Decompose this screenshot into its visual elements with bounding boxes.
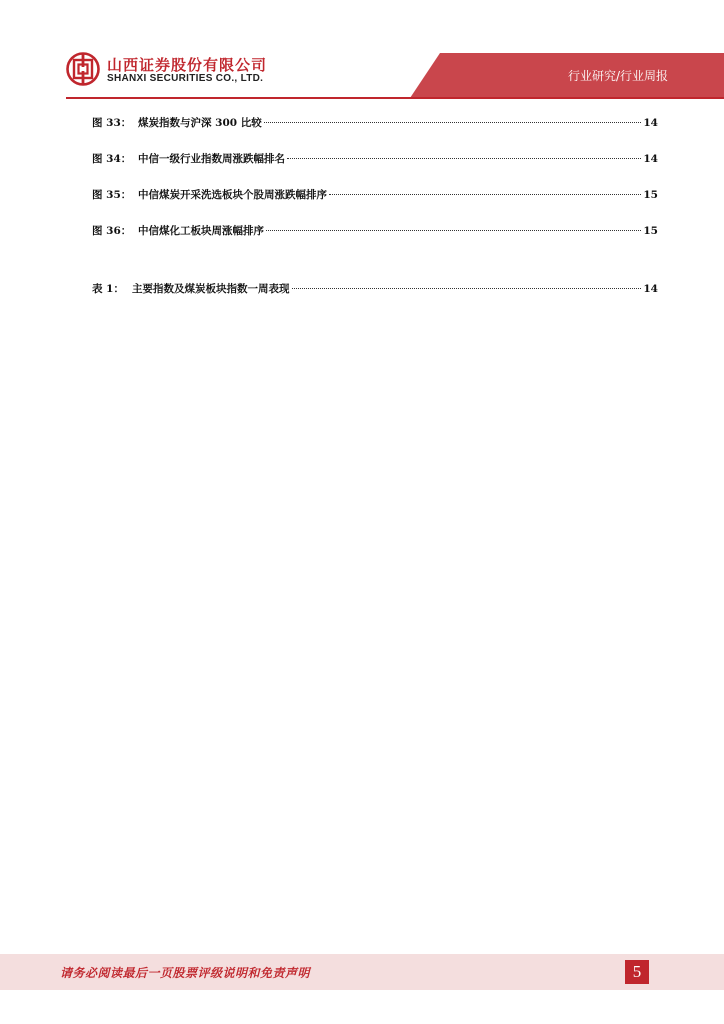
company-name-en: SHANXI SECURITIES CO., LTD. (107, 73, 264, 84)
toc-entry-title: 中信煤化工板块周涨幅排序 (138, 225, 264, 237)
toc-dot-leader (292, 288, 642, 289)
toc-entry-prefix: 表 1： (92, 283, 124, 295)
toc-entry-prefix: 图 35： (92, 189, 132, 201)
toc-entry-figure-33[interactable] (92, 115, 658, 151)
toc-entry-prefix: 图 36： (92, 225, 132, 237)
page-footer (0, 954, 724, 990)
toc-entry-page: 14 (643, 117, 658, 129)
toc-dot-leader (264, 122, 642, 123)
toc-spacer (92, 259, 658, 281)
toc-entry-title: 煤炭指数与沪深 300 比较 (138, 117, 262, 129)
toc-entry-page: 14 (643, 153, 658, 165)
shanxi-securities-logo-icon (66, 52, 100, 86)
company-name-cn: 山西证券股份有限公司 (107, 56, 268, 74)
toc-entry-table-1[interactable] (92, 281, 658, 317)
toc-entry-prefix: 图 34： (92, 153, 132, 165)
toc-entry-page: 15 (643, 189, 658, 201)
toc-entry-figure-36[interactable] (92, 223, 658, 259)
toc-entry-title: 中信煤炭开采洗选板块个股周涨跌幅排序 (138, 189, 327, 201)
page-number: 5 (625, 960, 649, 984)
toc-entry-figure-35[interactable] (92, 187, 658, 223)
report-type-label: 行业研究/行业周报 (567, 69, 668, 83)
header-divider (66, 97, 724, 99)
toc-entry-page: 14 (643, 283, 658, 295)
toc-dot-leader (287, 158, 641, 159)
toc-entry-prefix: 图 33： (92, 117, 132, 129)
disclaimer-notice: 请务必阅读最后一页股票评级说明和免责声明 (60, 966, 311, 980)
toc-dot-leader (266, 230, 641, 231)
report-type-banner (410, 53, 724, 98)
toc-entry-title: 主要指数及煤炭板块指数一周表现 (132, 283, 290, 295)
page-header (0, 0, 724, 100)
toc-entry-page: 15 (643, 225, 658, 237)
toc-entry-title: 中信一级行业指数周涨跌幅排名 (138, 153, 285, 165)
toc-dot-leader (329, 194, 641, 195)
toc-entry-figure-34[interactable] (92, 151, 658, 187)
table-of-contents (92, 115, 658, 317)
